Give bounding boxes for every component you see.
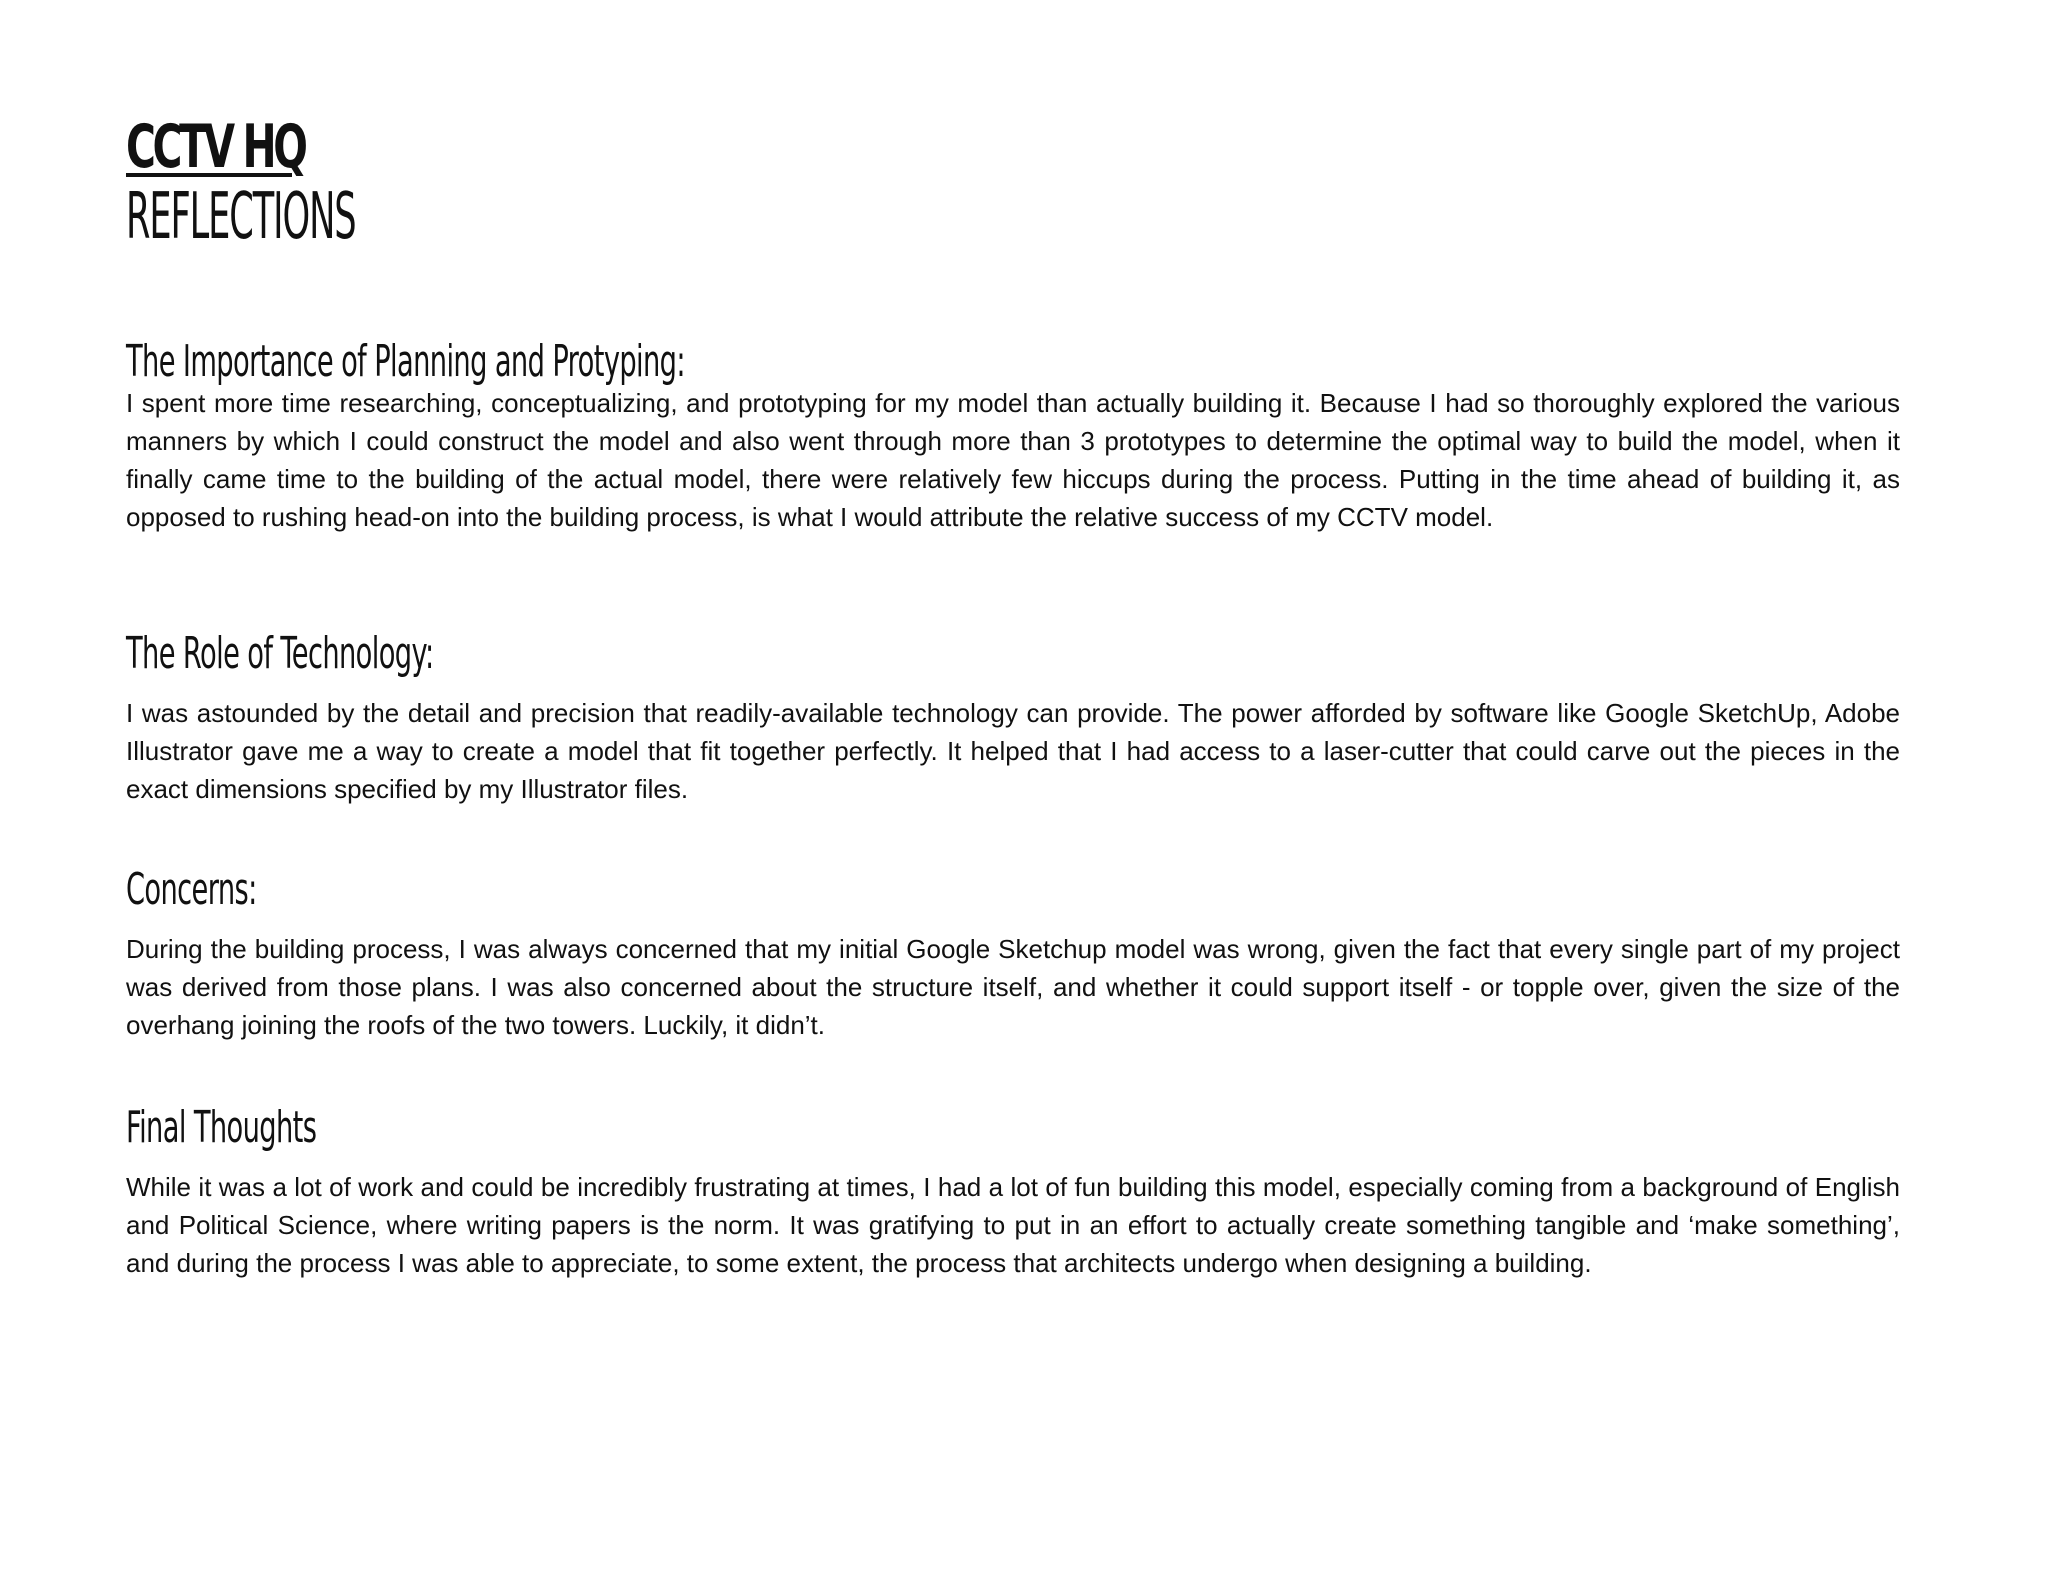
page-subtitle: REFLECTIONS [126, 180, 356, 254]
document-page [126, 112, 1900, 1278]
section-body: I spent more time researching, conceptualizing, and prototyping for my model than actually building it. Because I had so thoroughly explored the various manners by which I could construct the model and also went through more than 3 prototypes to determine the optimal way to build the model, when it finally came time to the building of the actual model, there were relatively few hiccups during the process. Putting in the time ahead of building it, as opposed to rushing head-on into the building process, is what I would attribute the relative success of my CCTV model. [126, 388, 1900, 532]
section-body: During the building process, I was always concerned that my initial Google Sketchup model was wrong, given the fact that every single part of my project was derived from those plans. I was also concerned about the structure itself, and whether it could support itself - or topple over, given the size of the overhang joining the roofs of the two towers. Luckily, it didn’t. [126, 934, 1900, 1040]
title-block [126, 112, 1900, 252]
section-body: I was astounded by the detail and precision that readily-available technology can provide. The power afforded by software like Google SketchUp, Adobe Illustrator gave me a way to create a model that fit together perfectly. It helped that I had access to a laser-cutter that could carve out the pieces in the exact dimensions specified by my Illustrator files. [126, 698, 1900, 804]
section-body: While it was a lot of work and could be incredibly frustrating at times, I had a lot of fun building this model, especially coming from a background of English and Political Science, where writing papers is the norm. It was gratifying to put in an effort to actually create something tangible and ‘make something’, and during the process I was able to appreciate, to some extent, the process that architects undergo when designing a building. [126, 1172, 1900, 1278]
page-title: CCTV HQ [126, 112, 305, 182]
section-heading: The Role of Technology: [126, 628, 434, 679]
section-heading: Concerns: [126, 864, 257, 915]
section-planning [126, 336, 1900, 536]
section-concerns [126, 864, 1900, 1044]
section-final-thoughts [126, 1102, 1900, 1282]
section-technology [126, 628, 1900, 808]
section-heading: Final Thoughts [126, 1102, 317, 1153]
section-heading: The Importance of Planning and Protyping: [126, 336, 685, 387]
